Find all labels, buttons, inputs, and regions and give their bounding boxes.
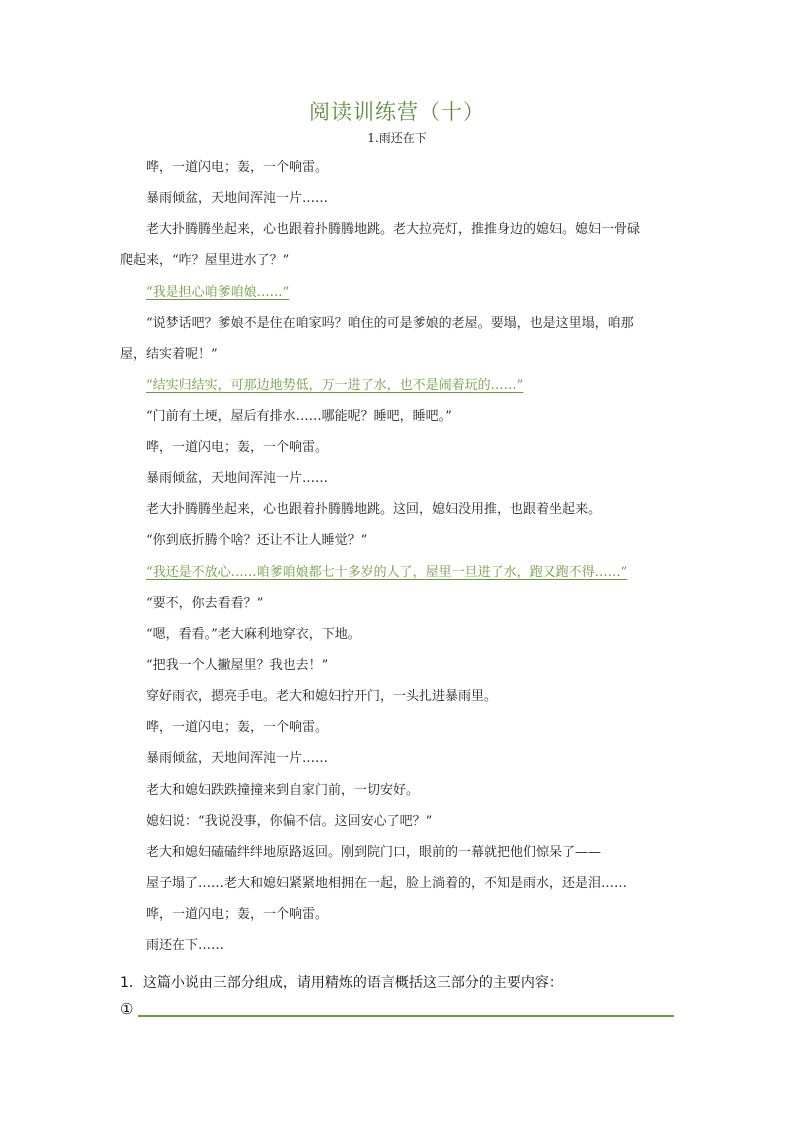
- highlighted-dialogue: “我还是不放心……咱爹咱娘都七十多岁的人了，屋里一旦进了水，跑又跑不得……”: [146, 565, 628, 580]
- story-line: 哗，一道闪电；轰，一个响雷。: [146, 160, 329, 175]
- story-line: 雨还在下……: [146, 938, 225, 953]
- answer-marker: ①: [120, 1000, 134, 1018]
- story-line: 穿好雨衣，摁亮手电。老大和媳妇拧开门，一头扎进暴雨里。: [146, 689, 498, 704]
- story-line: 老大和媳妇跌跌撞撞来到自家门前，一切安好。: [146, 783, 420, 798]
- story-line: “嗯，看看。”老大麻利地穿衣，下地。: [146, 627, 361, 642]
- story-title: 1.雨还在下: [367, 131, 427, 145]
- story-line: 暴雨倾盆，天地间浑沌一片……: [146, 751, 329, 766]
- story-line: 老大和媳妇磕磕绊绊地原路返回。刚到院门口，眼前的一幕就把他们惊呆了——: [146, 845, 602, 860]
- story-line: 爬起来，“咋？屋里进水了？”: [120, 253, 290, 268]
- story-line: 哗，一道闪电；轰，一个响雷。: [146, 440, 329, 455]
- story-line: “把我一个人撇屋里？我也去！”: [146, 658, 329, 673]
- story-line: 老大扑腾腾坐起来，心也跟着扑腾腾地跳。这回，媳妇没用推，也跟着坐起来。: [146, 502, 602, 517]
- story-line: “要不，你去看看？”: [146, 596, 264, 611]
- story-line: 暴雨倾盆，天地间浑沌一片……: [146, 191, 329, 206]
- story-line: “门前有土埂，屋后有排水……哪能呢？睡吧，睡吧。”: [146, 409, 452, 424]
- story-line: 屋，结实着呢！”: [120, 347, 218, 362]
- answer-underline: [138, 1015, 674, 1017]
- page-title: 阅读训练营（十）: [309, 100, 485, 124]
- highlighted-dialogue: “我是担心咱爹咱娘……”: [146, 285, 290, 300]
- story-line: 哗，一道闪电；轰，一个响雷。: [146, 720, 329, 735]
- story-line: 哗，一道闪电；轰，一个响雷。: [146, 907, 329, 922]
- story-line: 老大扑腾腾坐起来，心也跟着扑腾腾地跳。老大拉亮灯，推推身边的媳妇。媳妇一骨碌: [146, 222, 641, 237]
- story-line: “你到底折腾个啥？还让不让人睡觉？”: [146, 533, 368, 548]
- story-line: 暴雨倾盆，天地间浑沌一片……: [146, 471, 329, 486]
- question-text: 1．这篇小说由三部分组成，请用精炼的语言概括这三部分的主要内容：: [120, 975, 563, 991]
- answer-field[interactable]: [120, 1000, 680, 1020]
- story-line: 屋子塌了……老大和媳妇紧紧地相拥在一起，脸上淌着的，不知是雨水，还是泪……: [146, 876, 628, 891]
- highlighted-dialogue: “结实归结实，可那边地势低，万一进了水，也不是闹着玩的……”: [146, 378, 524, 393]
- story-line: “说梦话吧？爹娘不是住在咱家吗？咱住的可是爹娘的老屋。要塌，也是这里塌，咱那: [146, 316, 634, 331]
- story-line: 媳妇说：“我说没事，你偏不信。这回安心了吧？”: [146, 814, 433, 829]
